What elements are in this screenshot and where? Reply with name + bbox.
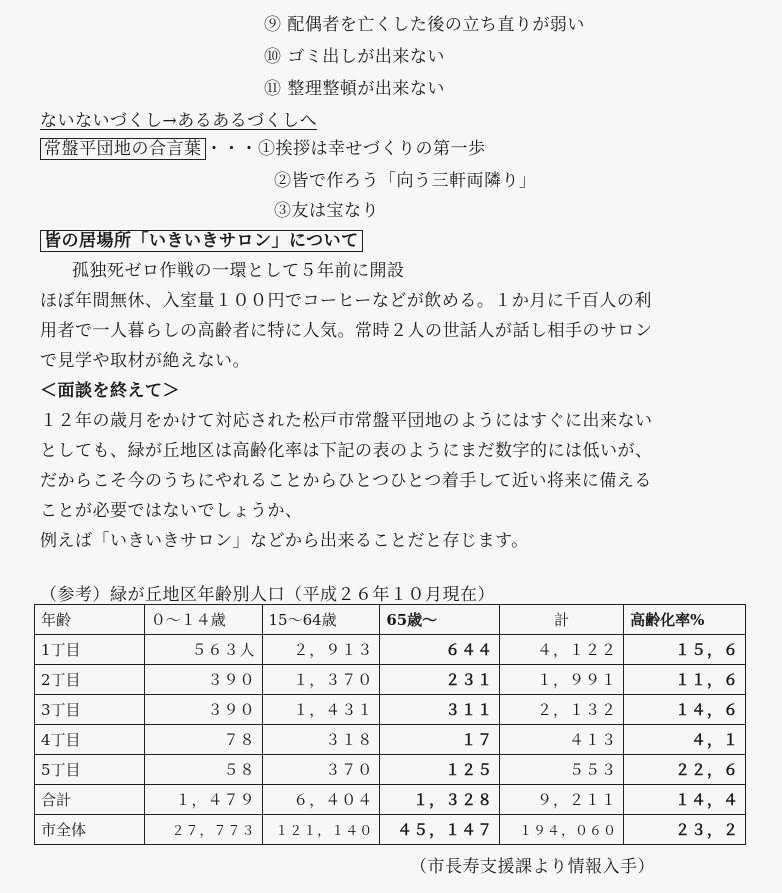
list-item: ⑨ 配偶者を亡くした後の立ち直りが弱い xyxy=(264,15,585,35)
cell-value: １，９９１ xyxy=(500,665,624,695)
interview-line: だからこそ今のうちにやれることからひとつひとつ着手して近い将来に備える xyxy=(40,471,652,491)
cell-value: ２２，６ xyxy=(624,755,746,785)
table-row xyxy=(35,815,746,845)
cell-value: ５５３ xyxy=(500,755,624,785)
salon-line: 用者で一人暮らしの高齢者に特に人気。常時２人の世話人が話し相手のサロン xyxy=(40,321,653,341)
cell-value: １，４７９ xyxy=(144,785,262,815)
cell-value: ４５，１４７ xyxy=(380,815,500,845)
cell-value: ６，４０４ xyxy=(262,785,380,815)
cell-value: ５６３人 xyxy=(144,635,262,665)
cell-area: 1丁目 xyxy=(35,635,145,665)
motto-item: ①挨拶は幸せづくりの第一歩 xyxy=(258,139,486,159)
cell-value: １２５ xyxy=(380,755,500,785)
cell-value: ５８ xyxy=(144,755,262,785)
cell-value: １２１，１４０ xyxy=(262,815,380,845)
cell-value: １，３２８ xyxy=(380,785,500,815)
header-total: 計 xyxy=(500,605,624,635)
cell-value: ３９０ xyxy=(144,665,262,695)
list-item: ⑩ ゴミ出しが出来ない xyxy=(264,47,445,67)
salon-heading: 皆の居場所「いきいきサロン」について xyxy=(40,230,363,252)
cell-value: １１，６ xyxy=(624,665,746,695)
cell-area: 2丁目 xyxy=(35,665,145,695)
table-row xyxy=(35,695,746,725)
cell-value: ４１３ xyxy=(500,725,624,755)
cell-value: １，４３１ xyxy=(262,695,380,725)
cell-value: ３１１ xyxy=(380,695,500,725)
interview-line: １２年の歳月をかけて対応された松戸市常盤平団地のようにはすぐに出来ない xyxy=(40,411,653,431)
interview-heading: ＜面談を終えて＞ xyxy=(40,381,180,401)
table-row xyxy=(35,785,746,815)
motto-dots: ・・・ xyxy=(205,139,258,159)
table-row xyxy=(35,755,746,785)
cell-value: ３１８ xyxy=(262,725,380,755)
cell-area: 3丁目 xyxy=(35,695,145,725)
cell-value: １５，６ xyxy=(624,635,746,665)
table-row xyxy=(35,665,746,695)
cell-value: １９４，０６０ xyxy=(500,815,624,845)
cell-area: 4丁目 xyxy=(35,725,145,755)
cell-area: 市全体 xyxy=(35,815,145,845)
cell-value: ６４４ xyxy=(380,635,500,665)
cell-value: ２７，７７３ xyxy=(144,815,262,845)
cell-value: ２，１３２ xyxy=(500,695,624,725)
cell-value: ２３，２ xyxy=(624,815,746,845)
motto-block xyxy=(40,134,486,159)
cell-value: １４，６ xyxy=(624,695,746,725)
cell-value: ４，１２２ xyxy=(500,635,624,665)
cell-area: 5丁目 xyxy=(35,755,145,785)
table-caption: （参考）緑が丘地区年齢別人口（平成２６年１０月現在） xyxy=(40,585,495,605)
cell-value: ３７０ xyxy=(262,755,380,785)
header-15-64: 15～64歳 xyxy=(262,605,380,635)
cell-value: ７８ xyxy=(144,725,262,755)
source-note: （市長寿支援課より情報入手） xyxy=(410,857,655,877)
table-row xyxy=(35,725,746,755)
cell-value: １，３７０ xyxy=(262,665,380,695)
section-heading: ないないづくし→あるあるづくしへ xyxy=(40,111,318,131)
interview-line: 例えば「いきいきサロン」などから出来ることだと存じます。 xyxy=(40,531,529,551)
motto-item: ③友は宝なり xyxy=(274,201,379,221)
header-65-plus: 65歳～ xyxy=(380,605,500,635)
cell-value: １４，４ xyxy=(624,785,746,815)
header-age: 年齢 xyxy=(35,605,145,635)
list-item: ⑪ 整理整頓が出来ない xyxy=(264,79,445,99)
salon-line: ほぼ年間無休、入室量１００円でコーヒーなどが飲める。１か月に千百人の利 xyxy=(40,291,652,311)
cell-value: ４，１ xyxy=(624,725,746,755)
salon-line: で見学や取材が絶えない。 xyxy=(40,351,250,371)
interview-line: ことが必要ではないでしょうか、 xyxy=(40,501,303,521)
cell-area: 合計 xyxy=(35,785,145,815)
cell-value: １７ xyxy=(380,725,500,755)
interview-line: としても、緑が丘地区は高齢化率は下記の表のようにまだ数字的には低いが、 xyxy=(40,441,653,461)
cell-value: ２，９１３ xyxy=(262,635,380,665)
header-aging-rate: 高齢化率% xyxy=(624,605,746,635)
motto-label: 常盤平団地の合言葉 xyxy=(40,138,206,160)
population-table xyxy=(34,604,746,845)
cell-value: ２３１ xyxy=(380,665,500,695)
salon-heading-wrap xyxy=(40,226,363,251)
cell-value: ９，２１１ xyxy=(500,785,624,815)
table-row xyxy=(35,635,746,665)
motto-item: ②皆で作ろう「向う三軒両隣り」 xyxy=(274,171,537,191)
salon-line: 孤独死ゼロ作戦の一環として５年前に開設 xyxy=(72,261,405,281)
cell-value: ３９０ xyxy=(144,695,262,725)
table-header-row xyxy=(35,605,746,635)
header-0-14: ０～１４歳 xyxy=(144,605,262,635)
